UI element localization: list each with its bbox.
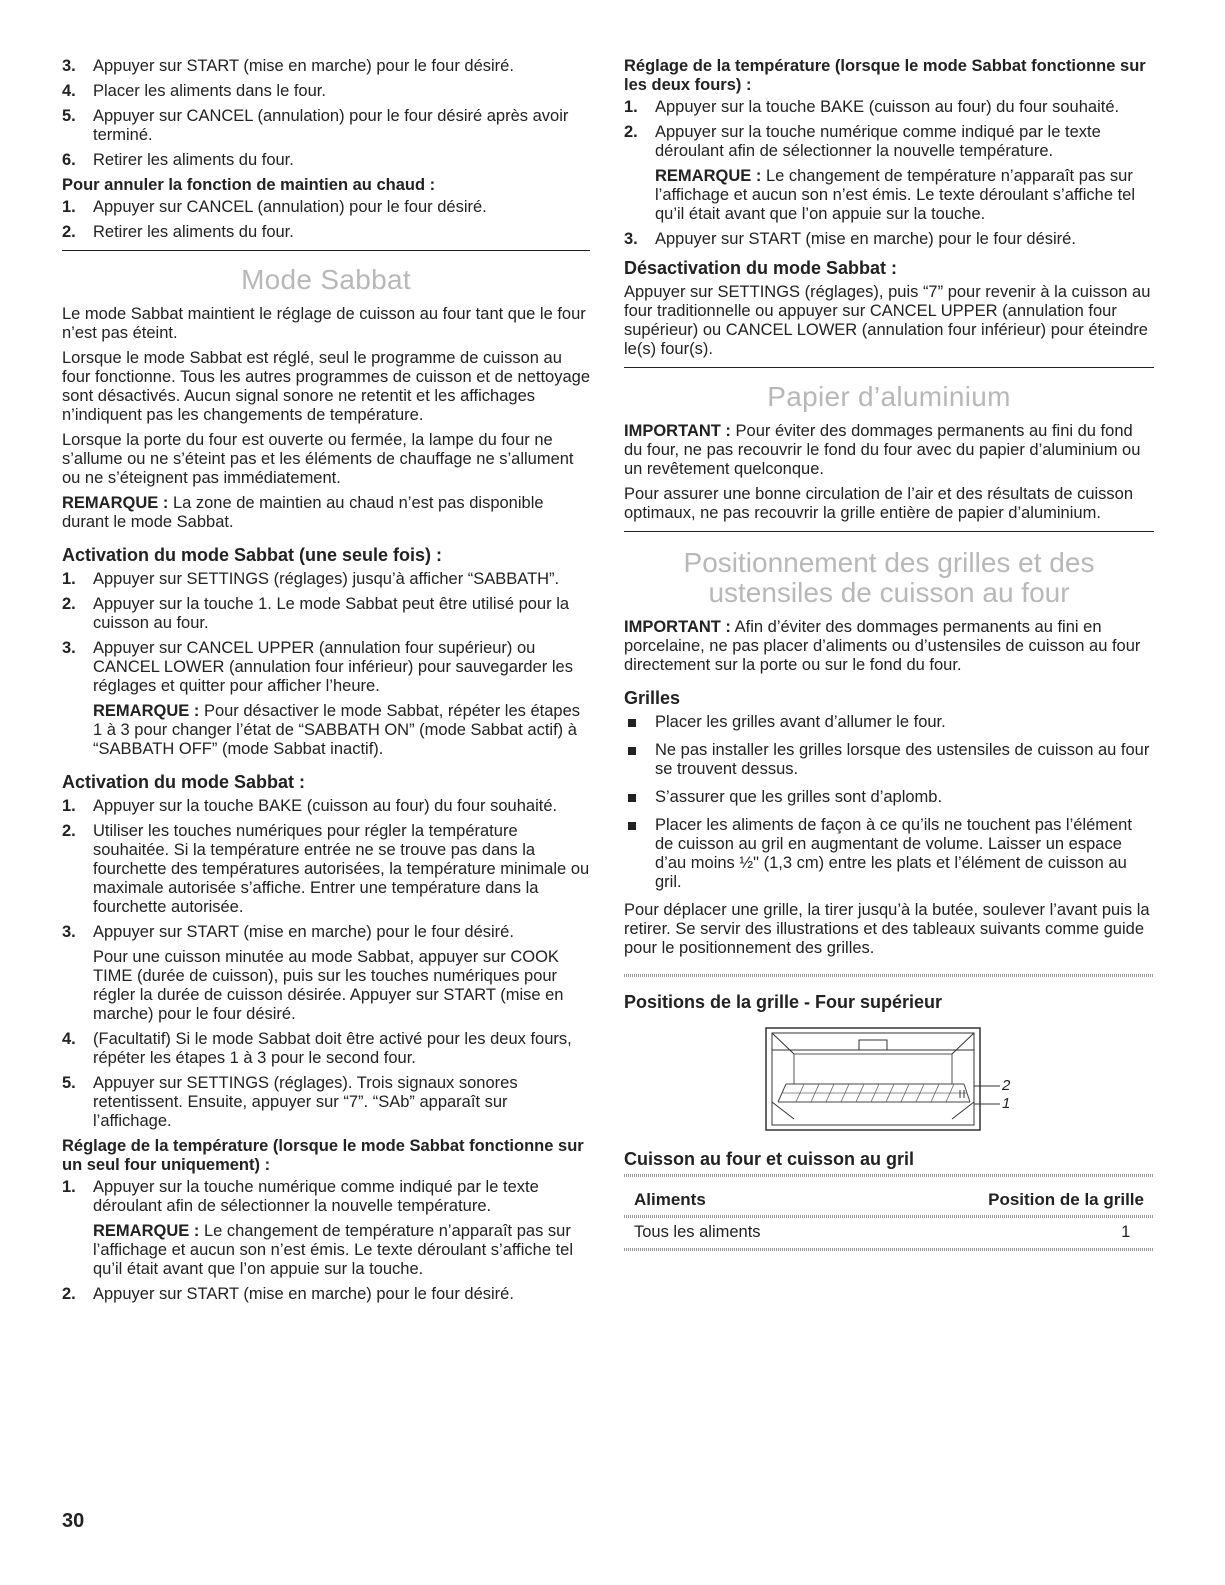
cancel-steps xyxy=(62,198,590,242)
intro-steps xyxy=(62,57,590,170)
bullet-icon xyxy=(628,794,636,802)
dotted-divider xyxy=(624,1248,1154,1251)
list-item: 1. Appuyer sur SETTINGS (réglages) jusqu’à afficher “SABBATH”. xyxy=(62,570,560,588)
rack-position-table xyxy=(624,1185,1154,1251)
list-item: 1. Appuyer sur CANCEL (annulation) pour le four désiré. xyxy=(62,198,487,216)
activation-heading: Activation du mode Sabbat : xyxy=(62,772,306,792)
single-oven-heading: Réglage de la température (lorsque le mode Sabbat fonctionne sur un seul four uniquement) : xyxy=(62,1137,584,1174)
list-item: 3. Appuyer sur START (mise en marche) pour le four désiré. xyxy=(62,57,514,75)
activation-steps xyxy=(62,797,590,1131)
list-item: 3. Appuyer sur START (mise en marche) pour le four désiré. xyxy=(624,230,1076,248)
step-note: Pour une cuisson minutée au mode Sabbat, appuyer sur COOK TIME (durée de cuisson), puis sur les touches numériques pour régler la durée de cuisson désirée. Appuyer sur START (mise en marche) pour le four désiré. xyxy=(93,948,564,1023)
dotted-divider xyxy=(624,974,1154,977)
table-cell: Tous les aliments xyxy=(634,1223,761,1241)
list-item: 3. Appuyer sur START (mise en marche) pour le four désiré. Pour une cuisson minutée au mode Sabbat, appuyer sur COOK TIME (durée de cuisson), puis sur les touches numériques pour régler la durée de cuisson désirée. Appuyer sur START (mise en marche) pour le four désiré. xyxy=(62,923,590,1024)
list-item: 5. Appuyer sur SETTINGS (réglages). Trois signaux sonores retentissent. Ensuite, appuyer sur “7”. “SAb” apparaît sur l’affichage. xyxy=(62,1074,518,1130)
important-note: IMPORTANT : Pour éviter des dommages permanents au fini du fond du four, ne pas recouvrir le fond du four avec du papier d’aluminium ou un revêtement quelconque. xyxy=(624,422,1141,478)
divider xyxy=(62,250,590,251)
list-item: 2. Retirer les aliments du four. xyxy=(62,223,294,241)
list-item: 5. Appuyer sur CANCEL (annulation) pour le four désiré après avoir terminé. xyxy=(62,107,569,144)
list-item: 1. Appuyer sur la touche numérique comme indiqué par le texte déroulant afin de sélectionner la nouvelle température. REMARQUE : Le changement de température n’apparaît pas sur l’affichage et aucun son n’est émis. Le texte déroulant s’affiche tel qu’il était avant que l’on appuie sur la touche. xyxy=(62,1178,590,1279)
section-title-foil: Papier d’aluminium xyxy=(767,381,1011,412)
important-note: IMPORTANT : Afin d’éviter des dommages permanents au fini en porcelaine, ne pas placer d’aliments ou d’ustensiles de cuisson au four directement sur la porte ou sur le fond du four. xyxy=(624,618,1141,674)
section-title-sabbath: Mode Sabbat xyxy=(241,264,411,295)
oven-illustration xyxy=(764,1024,1024,1134)
single-oven-steps xyxy=(62,1178,590,1304)
divider xyxy=(624,367,1154,368)
list-item: Placer les grilles avant d’allumer le four. xyxy=(624,713,1154,732)
remark: REMARQUE : Pour désactiver le mode Sabbat, répéter les étapes 1 à 3 pour changer l’état de “SABBATH ON” (mode Sabbat actif) à “SABBATH OFF” (mode Sabbat inactif). xyxy=(93,702,580,758)
list-item: 4. (Facultatif) Si le mode Sabbat doit être activé pour les deux fours, répéter les étapes 1 à 3 pour le second four. xyxy=(62,1030,572,1067)
paragraph: Pour assurer une bonne circulation de l’air et des résultats de cuisson optimaux, ne pas recouvrir la grille entière de papier d’aluminium. xyxy=(624,485,1134,522)
list-item: 2. Appuyer sur la touche 1. Le mode Sabbat peut être utilisé pour la cuisson au four. xyxy=(62,595,570,632)
paragraph: Le mode Sabbat maintient le réglage de cuisson au four tant que le four n’est pas éteint. xyxy=(62,305,586,342)
dotted-divider xyxy=(624,1174,1154,1177)
list-item: 6. Retirer les aliments du four. xyxy=(62,151,294,169)
remark: REMARQUE : Le changement de température n’apparaît pas sur l’affichage et aucun son n’est émis. Le texte déroulant s’affiche tel qu’il était avant que l’on appuie sur la touche. xyxy=(655,167,1136,223)
cancel-heading: Pour annuler la fonction de maintien au chaud : xyxy=(62,176,436,194)
oven-rack-diagram xyxy=(764,1024,1024,1134)
table-header-row xyxy=(624,1185,1154,1215)
activation-once-heading: Activation du mode Sabbat (une seule fois) : xyxy=(62,545,443,565)
both-ovens-steps xyxy=(624,98,1154,249)
bullet-icon xyxy=(628,747,636,755)
divider xyxy=(624,531,1154,532)
list-item: 3. Appuyer sur CANCEL UPPER (annulation four supérieur) ou CANCEL LOWER (annulation four inférieur) pour sauvegarder les réglages et quitter pour afficher l’heure. REMARQUE : Pour désactiver le mode Sabbat, répéter les étapes 1 à 3 pour changer l’état de “SABBATH ON” (mode Sabbat actif) à “SABBATH OFF” (mode Sabbat inactif). xyxy=(62,639,590,759)
right-column xyxy=(624,57,1154,1251)
paragraph: Appuyer sur SETTINGS (réglages), puis “7” pour revenir à la cuisson au four traditionnelle ou appuyer sur CANCEL UPPER (annulation four supérieur) ou CANCEL LOWER (annulation four inférieur) pour éteindre le(s) four(s). xyxy=(624,283,1151,358)
rack-position-label: 2 xyxy=(1002,1077,1011,1094)
list-item: 2. Appuyer sur la touche numérique comme indiqué par le texte déroulant afin de sélectionner la nouvelle température. REMARQUE : Le changement de température n’apparaît pas sur l’affichage et aucun son n’est émis. Le texte déroulant s’affiche tel qu’il était avant que l’on appuie sur la touche. xyxy=(624,123,1154,224)
list-item: 1. Appuyer sur la touche BAKE (cuisson au four) du four souhaité. xyxy=(62,797,558,815)
positions-heading: Positions de la grille - Four supérieur xyxy=(624,992,943,1012)
grilles-heading: Grilles xyxy=(624,688,681,708)
paragraph: Pour déplacer une grille, la tirer jusqu’à la butée, soulever l’avant puis la retirer. Se servir des illustrations et des tableaux suivants comme guide pour le positionnement des grilles. xyxy=(624,901,1150,957)
paragraph: Lorsque le mode Sabbat est réglé, seul le programme de cuisson au four fonctionne. Tous les autres programmes de cuisson et de nettoyage sont désactivés. Aucun signal sonore ne retentit et les affichages n’indiquent pas les changements de température. xyxy=(62,349,591,424)
left-column xyxy=(62,57,590,1310)
list-item: Placer les aliments de façon à ce qu’ils ne touchent pas l’élément de cuisson au gril en augmentant de volume. Laisser un espace d’au moins ½" (1,3 cm) entre les plats et l’élément de cuisson au gril. xyxy=(624,816,1154,892)
column-header: Aliments xyxy=(634,1190,706,1209)
list-item: 2. Utiliser les touches numériques pour régler la température souhaitée. Si la température entrée ne se trouve pas dans la fourchette des températures autorisées, la température minimale ou maximale autorisée s’affiche. Entrer une température dans la fourchette autorisée. xyxy=(62,822,590,916)
cooking-heading: Cuisson au four et cuisson au gril xyxy=(624,1149,915,1169)
rack-position-label: 1 xyxy=(1002,1095,1011,1112)
remark: REMARQUE : La zone de maintien au chaud n’est pas disponible durant le mode Sabbat. xyxy=(62,494,544,531)
grilles-list xyxy=(624,713,1154,892)
bullet-icon xyxy=(628,719,636,727)
list-item: 2. Appuyer sur START (mise en marche) pour le four désiré. xyxy=(62,1285,514,1303)
column-header: Position de la grille xyxy=(988,1190,1144,1209)
table-cell: 1 xyxy=(1121,1223,1131,1241)
list-item: S’assurer que les grilles sont d’aplomb. xyxy=(624,788,1154,807)
page-number: 30 xyxy=(62,1510,85,1532)
deactivation-heading: Désactivation du mode Sabbat : xyxy=(624,258,898,278)
activation-once-steps xyxy=(62,570,590,759)
bullet-icon xyxy=(628,822,636,830)
both-ovens-heading: Réglage de la température (lorsque le mode Sabbat fonctionne sur les deux fours) : xyxy=(624,57,1146,94)
remark: REMARQUE : Le changement de température n’apparaît pas sur l’affichage et aucun son n’est émis. Le texte déroulant s’affiche tel qu’il était avant que l’on appuie sur la touche. xyxy=(93,1222,574,1278)
table-row xyxy=(624,1218,1154,1248)
list-item: 1. Appuyer sur la touche BAKE (cuisson au four) du four souhaité. xyxy=(624,98,1120,116)
section-title-racks: Positionnement des grilles et des ustensiles de cuisson au four xyxy=(683,547,1095,608)
list-item: Ne pas installer les grilles lorsque des ustensiles de cuisson au four se trouvent dessus. xyxy=(624,741,1154,779)
list-item: 4. Placer les aliments dans le four. xyxy=(62,82,326,100)
paragraph: Lorsque la porte du four est ouverte ou fermée, la lampe du four ne s’allume ou ne s’éteint pas et les éléments de chauffage ne s’allument ou ne s’éteignent pas immédiatement. xyxy=(62,431,574,487)
